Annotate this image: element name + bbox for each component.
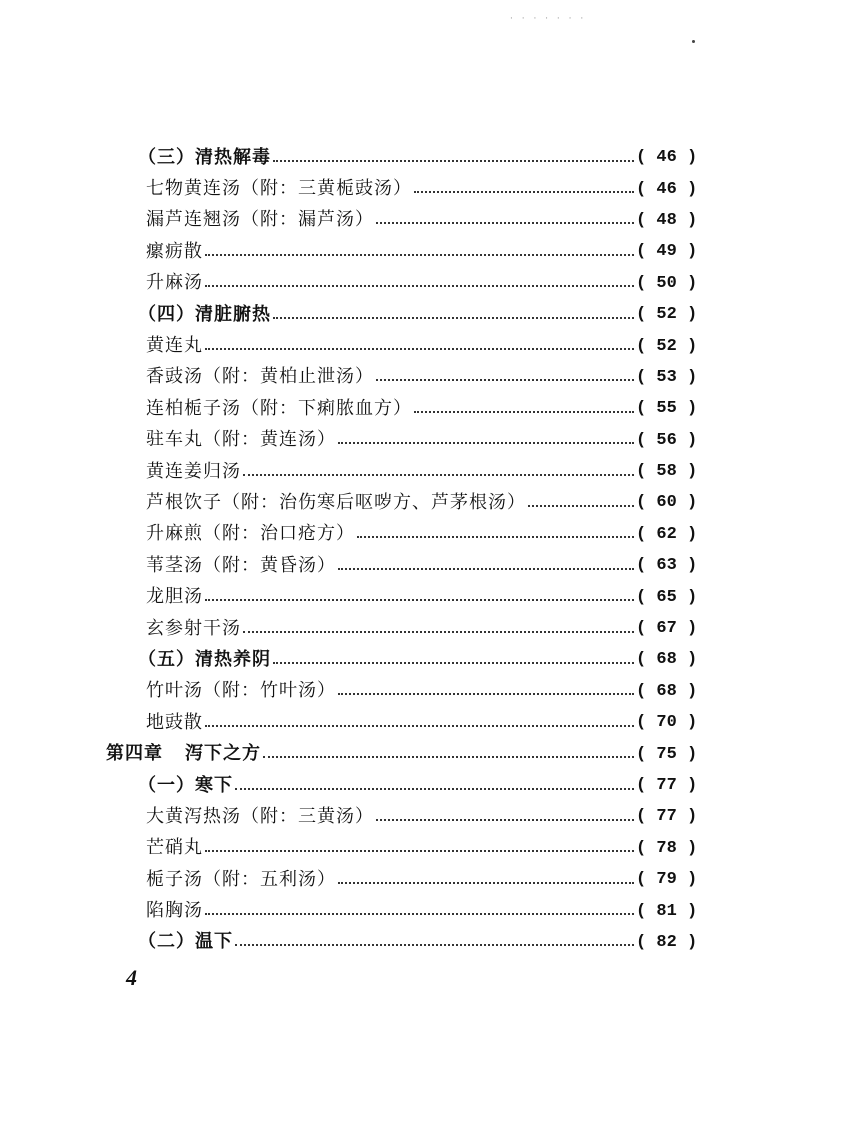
- toc-entry[interactable]: [0, 801, 866, 832]
- toc-chapter-entry[interactable]: [0, 738, 866, 769]
- toc-leader-dots: [338, 693, 634, 695]
- toc-leader-dots: [205, 285, 634, 287]
- toc-entry-page: ( 68 ): [636, 681, 698, 701]
- toc-entry[interactable]: [0, 236, 866, 267]
- toc-entry-page: ( 55 ): [636, 399, 698, 419]
- toc-leader-dots: [205, 913, 634, 915]
- toc-entry-page: ( 65 ): [636, 587, 698, 607]
- toc-entry-title: 香豉汤（附：黄柏止泄汤）: [146, 366, 374, 388]
- toc-entry-page: ( 53 ): [636, 367, 698, 387]
- toc-entry-page: ( 68 ): [636, 650, 698, 670]
- toc-entry[interactable]: [0, 770, 866, 801]
- toc-entry[interactable]: [0, 173, 866, 204]
- toc-entry-title: 芒硝丸: [146, 837, 203, 859]
- toc-entry[interactable]: [0, 330, 866, 361]
- toc-entry[interactable]: [0, 519, 866, 550]
- toc-leader-dots: [338, 882, 634, 884]
- toc-leader-dots: [263, 756, 634, 758]
- toc-entry[interactable]: [0, 456, 866, 487]
- page-number: 4: [126, 965, 137, 990]
- toc-entry-page: ( 67 ): [636, 619, 698, 639]
- toc-entry-page: ( 60 ): [636, 493, 698, 513]
- toc-entry-title: 升麻煎（附：治口疮方）: [146, 523, 355, 545]
- toc-entry-title: 栀子汤（附：五利汤）: [146, 868, 336, 890]
- toc-entry[interactable]: [0, 581, 866, 612]
- toc-leader-dots: [205, 254, 634, 256]
- toc-leader-dots: [235, 788, 634, 790]
- toc-entry[interactable]: [0, 644, 866, 675]
- toc-leader-dots: [205, 725, 634, 727]
- toc-entry-title: 黄连丸: [146, 335, 203, 357]
- toc-entry-title: 驻车丸（附：黄连汤）: [146, 429, 336, 451]
- toc-entry[interactable]: [0, 142, 866, 173]
- toc-entry-title: 大黄泻热汤（附：三黄汤）: [146, 805, 374, 827]
- toc-leader-dots: [338, 442, 634, 444]
- toc-entry[interactable]: [0, 613, 866, 644]
- toc-entry-title: 瘰疬散: [146, 240, 203, 262]
- scan-dot: [692, 40, 695, 43]
- toc-entry-title: 龙胆汤: [146, 586, 203, 608]
- toc-entry[interactable]: [0, 550, 866, 581]
- toc-leader-dots: [376, 379, 634, 381]
- toc-leader-dots: [273, 317, 634, 319]
- toc-entry-page: ( 46 ): [636, 179, 698, 199]
- toc-entry-page: ( 82 ): [636, 932, 698, 952]
- toc-leader-dots: [273, 160, 634, 162]
- toc-entry[interactable]: [0, 927, 866, 958]
- toc-entry-page: ( 62 ): [636, 524, 698, 544]
- toc-leader-dots: [528, 505, 634, 507]
- toc-entry-title: 黄连姜归汤: [146, 460, 241, 482]
- toc-entry-page: ( 58 ): [636, 462, 698, 482]
- toc-leader-dots: [376, 222, 634, 224]
- header-scan-marks: · · · · · · ·: [510, 14, 587, 24]
- toc-leader-dots: [243, 631, 634, 633]
- toc-entry[interactable]: [0, 676, 866, 707]
- toc-entry-title: 苇茎汤（附：黄昏汤）: [146, 554, 336, 576]
- toc-entry-page: ( 75 ): [636, 744, 698, 764]
- toc-entry-title: 芦根饮子（附：治伤寒后呕哕方、芦茅根汤）: [146, 491, 526, 513]
- toc-entry-title: （四）清脏腑热: [138, 303, 271, 325]
- toc-entry-page: ( 63 ): [636, 556, 698, 576]
- toc-entry-title: （二）温下: [138, 931, 233, 953]
- toc-entry-title: （五）清热养阴: [138, 648, 271, 670]
- toc-entry-title: 连柏栀子汤（附：下痢脓血方）: [146, 397, 412, 419]
- toc-entry[interactable]: [0, 707, 866, 738]
- toc-leader-dots: [414, 411, 634, 413]
- toc-entry-page: ( 77 ): [636, 776, 698, 795]
- toc-leader-dots: [235, 944, 634, 946]
- toc-entry-page: ( 56 ): [636, 430, 698, 450]
- toc-entry-title: 地豉散: [146, 711, 203, 733]
- toc-entry-page: ( 52 ): [636, 336, 698, 356]
- toc-entry-page: ( 78 ): [636, 838, 698, 858]
- toc-entry-title: （一）寒下: [138, 774, 233, 796]
- toc-leader-dots: [414, 191, 634, 193]
- toc-entry[interactable]: [0, 205, 866, 236]
- toc-entry-title: 陷胸汤: [146, 900, 203, 922]
- toc-leader-dots: [205, 348, 634, 350]
- toc-entry-title: （三）清热解毒: [138, 146, 271, 168]
- toc-entry-title: 升麻汤: [146, 272, 203, 294]
- toc-entry-page: ( 52 ): [636, 305, 698, 325]
- toc-leader-dots: [205, 599, 634, 601]
- toc-entry[interactable]: [0, 393, 866, 424]
- toc-leader-dots: [273, 662, 634, 664]
- toc-leader-dots: [205, 850, 634, 852]
- toc-leader-dots: [338, 568, 634, 570]
- toc-entry[interactable]: [0, 362, 866, 393]
- table-of-contents: [0, 142, 866, 958]
- toc-chapter-title: 泻下之方: [185, 743, 261, 765]
- toc-entry-page: ( 46 ): [636, 148, 698, 168]
- toc-entry-title: 七物黄连汤（附：三黄栀豉汤）: [146, 178, 412, 200]
- toc-entry-title: 玄参射干汤: [146, 617, 241, 639]
- toc-chapter-label: 第四章: [106, 743, 163, 765]
- toc-entry[interactable]: [0, 299, 866, 330]
- toc-entry[interactable]: [0, 268, 866, 299]
- toc-entry-page: ( 81 ): [636, 901, 698, 921]
- toc-entry-page: ( 49 ): [636, 242, 698, 262]
- toc-entry[interactable]: [0, 864, 866, 895]
- toc-entry-page: ( 79 ): [636, 870, 698, 890]
- toc-entry-page: ( 70 ): [636, 713, 698, 733]
- toc-leader-dots: [357, 536, 634, 538]
- toc-entry-page: ( 77 ): [636, 807, 698, 827]
- toc-entry-page: ( 50 ): [636, 273, 698, 293]
- toc-leader-dots: [376, 819, 634, 821]
- toc-leader-dots: [243, 474, 634, 476]
- toc-entry-page: ( 48 ): [636, 210, 698, 230]
- toc-entry-title: 竹叶汤（附：竹叶汤）: [146, 680, 336, 702]
- toc-entry-title: 漏芦连翘汤（附：漏芦汤）: [146, 209, 374, 231]
- toc-entry[interactable]: [0, 487, 866, 518]
- toc-entry[interactable]: [0, 895, 866, 926]
- toc-entry[interactable]: [0, 833, 866, 864]
- toc-entry[interactable]: [0, 425, 866, 456]
